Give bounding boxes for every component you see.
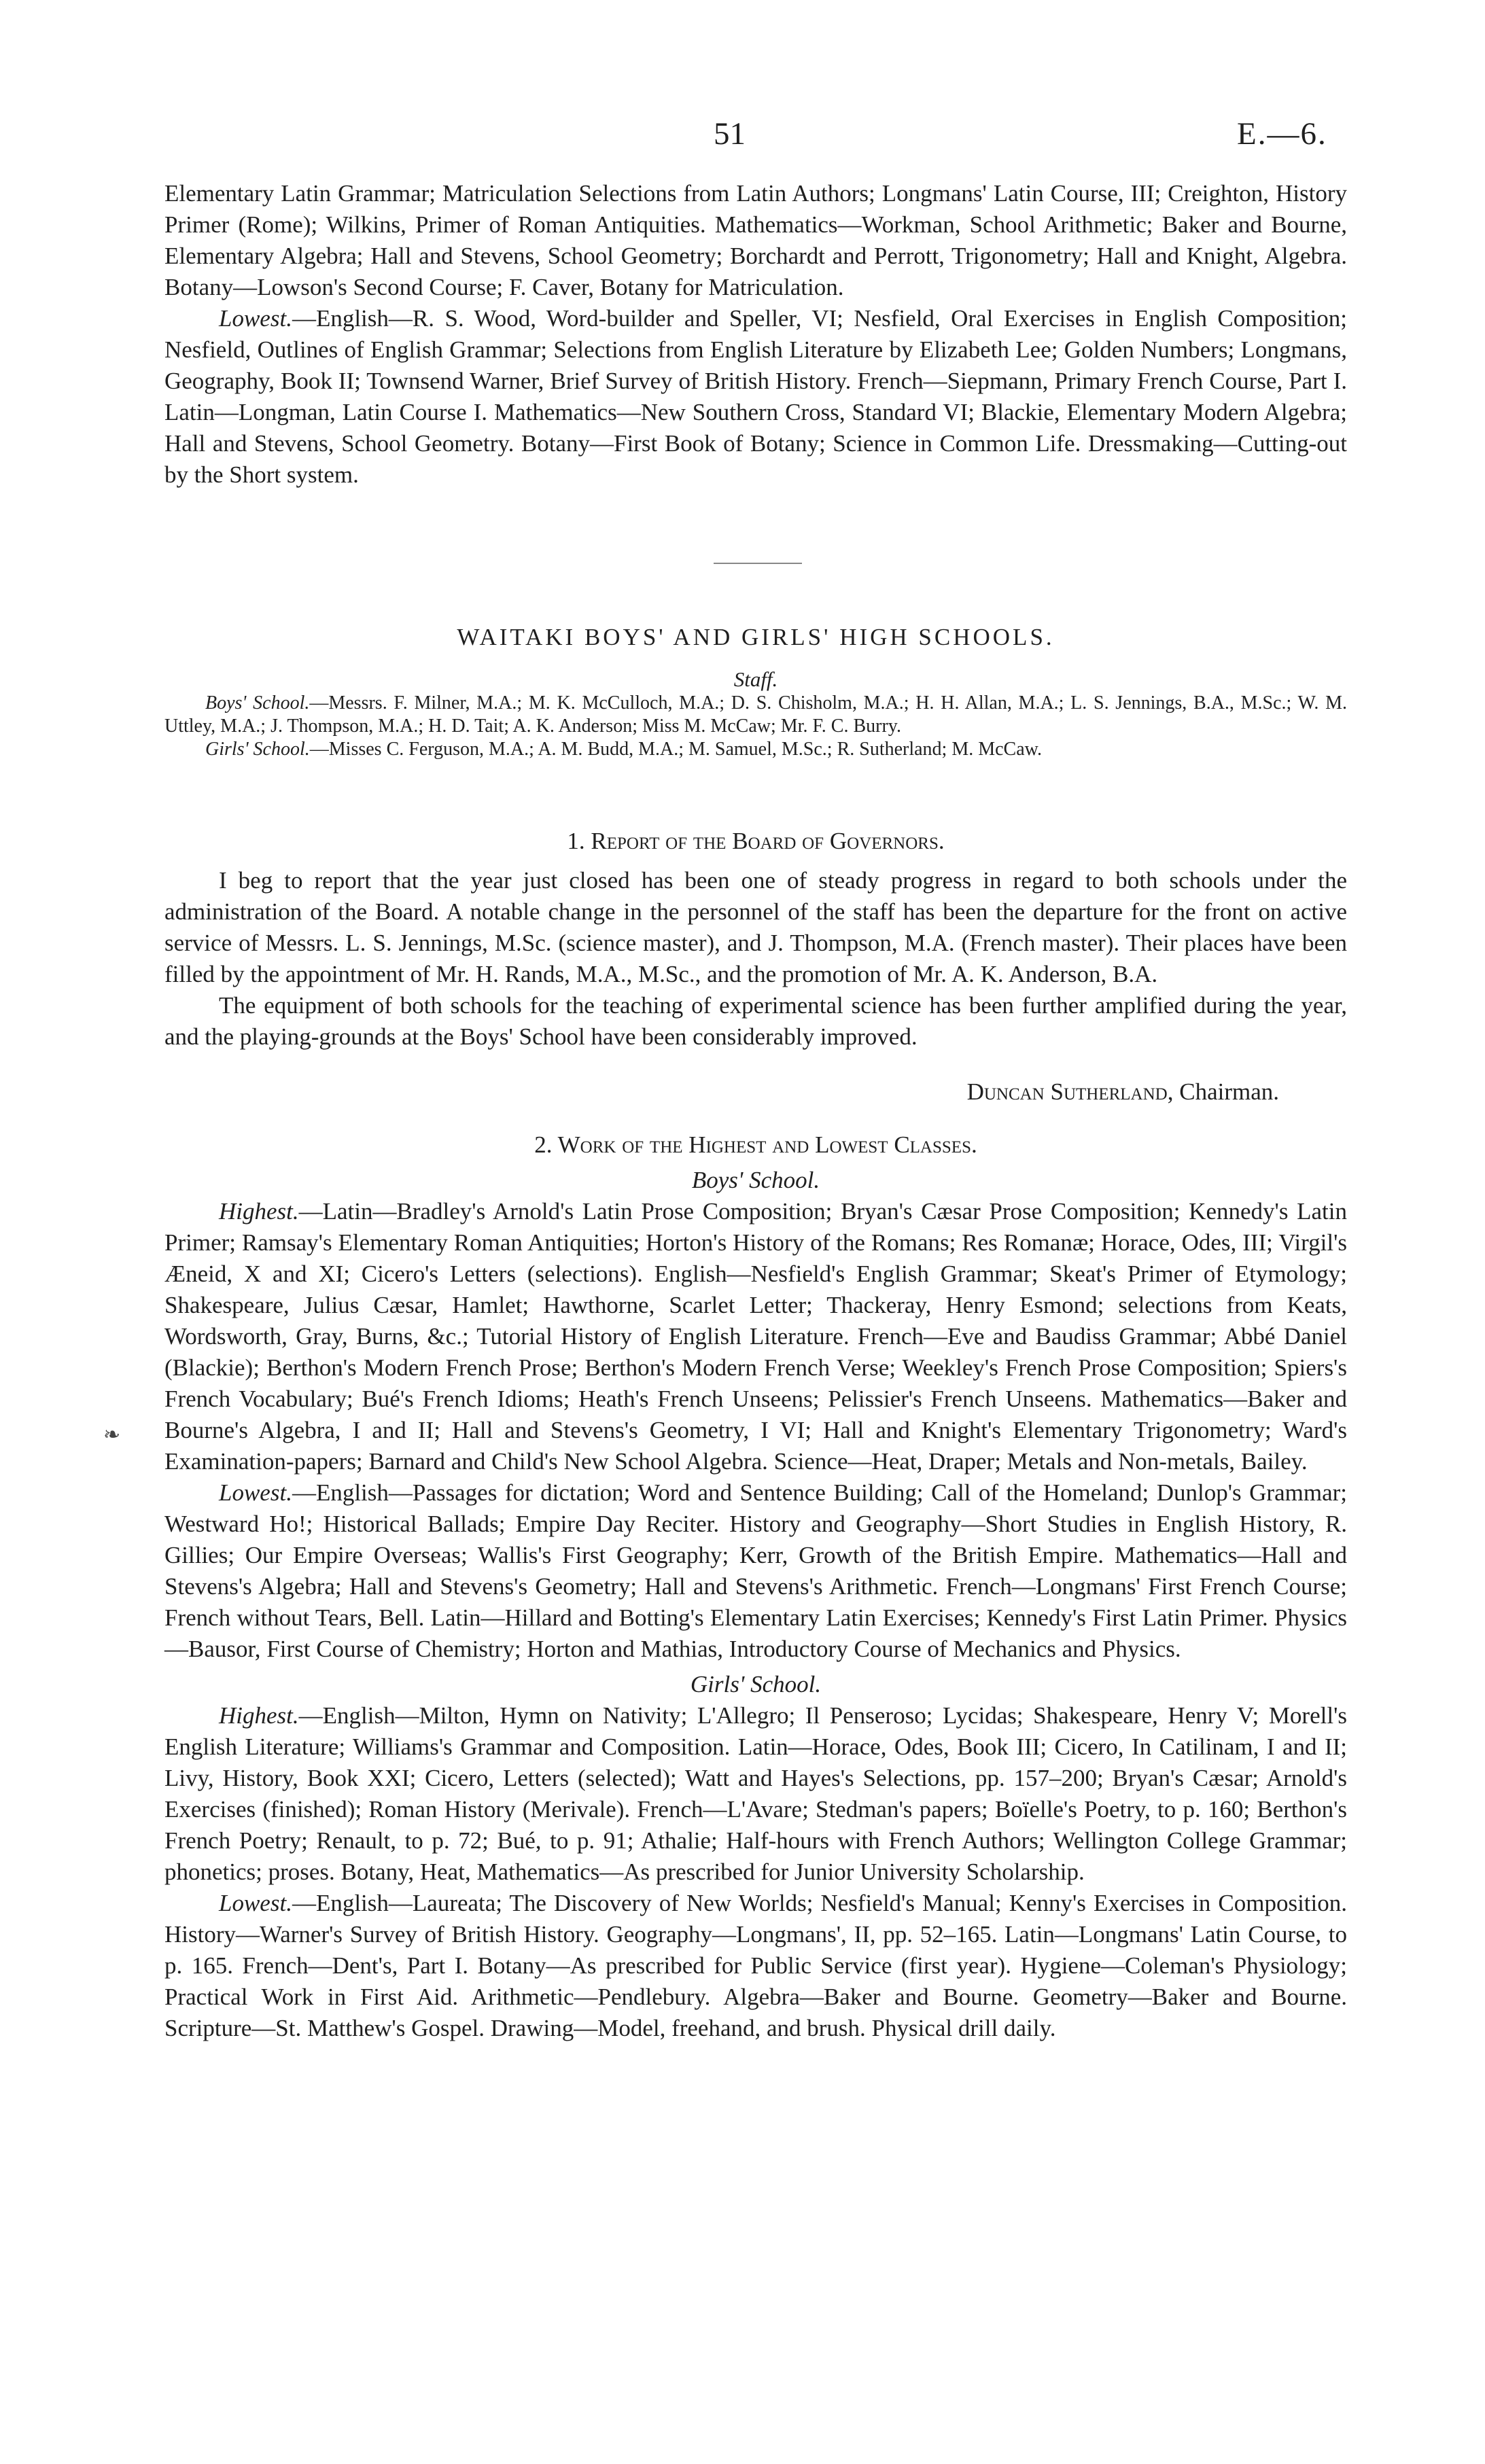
girls-highest-label: Highest.	[219, 1702, 299, 1729]
girls-school-heading: Girls' School.	[690, 1671, 822, 1697]
report-heading: 1. Report of the Board of Governors.	[567, 828, 945, 854]
girls-staff-label: Girls' School.	[205, 739, 310, 760]
boys-lowest-paragraph	[164, 1477, 1347, 1665]
top-section	[164, 178, 1347, 491]
lowest-paragraph	[164, 303, 1347, 491]
signature-title: Chairman.	[1179, 1078, 1279, 1105]
girls-lowest-paragraph	[164, 1888, 1347, 2044]
boys-school-heading: Boys' School.	[691, 1167, 820, 1193]
girls-staff	[164, 738, 1347, 761]
report-paragraph-2: The equipment of both schools for the teaching of experimental science has been further amplified during the year, and the playing-grounds at the Boys' School have been considerably improved.	[164, 992, 1347, 1050]
lowest-text: —English—R. S. Wood, Word-builder and Speller, VI; Nesfield, Oral Exercises in English Composition; Nesfield, Outlines of English Grammar; Selections from English Literature by Elizabeth Lee; Golden Numbers; Longmans, Geography, Book II; Townsend Warner, Brief Survey of British History. French—Siepmann, Primary French Course, Part I. Latin—Longman, Latin Course I. Mathematics—New Southern Cross, Standard VI; Blackie, Elementary Modern Algebra; Hall and Stevens, School Geometry. Botany—First Book of Botany; Science in Common Life. Dressmaking—Cutting-out by the Short system.	[164, 305, 1347, 488]
boys-staff-text: —Messrs. F. Milner, M.A.; M. K. McCulloch, M.A.; D. S. Chisholm, M.A.; H. H. Allan, M.A.; L. S. Jennings, B.A., M.Sc.; W. M. Uttley, M.A.; J. Thompson, M.A.; H. D. Tait; A. K. Anderson; Miss M. McCaw; Mr. F. C. Burry.	[164, 692, 1348, 737]
girls-staff-text: —Misses C. Ferguson, M.A.; A. M. Budd, M.A.; M. Samuel, M.Sc.; R. Sutherland; M. McCaw.	[309, 739, 1043, 760]
continuation-paragraph: Elementary Latin Grammar; Matriculation Selections from Latin Authors; Longmans' Latin Course, III; Creighton, History Primer (Rome); Wilkins, Primer of Roman Antiquities. Mathematics—Workman, School Arithmetic; Baker and Bourne, Elementary Algebra; Hall and Stevens, School Geometry; Borchardt and Perrott, Trigonometry; Hall and Knight, Algebra. Botany—Lowson's Second Course; F. Caver, Botany for Matriculation.	[164, 180, 1347, 300]
staff-heading: Staff.	[733, 667, 778, 691]
boys-highest-text: —Latin—Bradley's Arnold's Latin Prose Composition; Bryan's Cæsar Prose Composition; Kennedy's Latin Primer; Ramsay's Elementary Roman Antiquities; Horton's History of the Romans; Res Romanæ; Horace, Odes, III; Virgil's Æneid, X and XI; Cicero's Letters (selections). English—Nesfield's English Grammar; Skeat's Primer of Etymology; Shakespeare, Julius Cæsar, Hamlet; Hawthorne, Scarlet Letter; Thackeray, Henry Esmond; selections from Keats, Wordsworth, Gray, Burns, &c.; Tutorial History of English Literature. French—Eve and Baudiss Grammar; Abbé Daniel (Blackie); Berthon's Modern French Prose; Berthon's Modern French Verse; Weekley's French Prose Composition; Spiers's French Vocabulary; Bué's French Idioms; Heath's French Unseens; Pelissier's French Unseens. Mathematics—Baker and Bourne's Algebra, I and II; Hall and Stevens's Geometry, I VI; Hall and Knight's Elementary Trigonometry; Ward's Examination-papers; Barnard and Child's New School Algebra. Science—Heat, Draper; Metals and Non-metals, Bailey.	[164, 1198, 1347, 1475]
staff-list	[164, 692, 1347, 761]
girls-lowest-text: —English—Laureata; The Discovery of New Worlds; Nesfield's Manual; Kenny's Exercises in Composition. History—Warner's Survey of British History. Geography—Longmans', II, pp. 52–165. Latin—Longmans' Latin Course, to p. 165. French—Dent's, Part I. Botany—As prescribed for Public Service (first year). Hygiene—Coleman's Physiology; Practical Work in First Aid. Arithmetic—Pendlebury. Algebra—Baker and Bourne. Geometry—Baker and Bourne. Scripture—St. Matthew's Gospel. Drawing—Model, freehand, and brush. Physical drill daily.	[164, 1890, 1347, 2041]
report-section	[164, 826, 1347, 1131]
document-reference: E.—6.	[1237, 116, 1327, 152]
school-title: WAITAKI BOYS' AND GIRLS' HIGH SCHOOLS.	[457, 624, 1055, 650]
boys-staff	[164, 692, 1347, 738]
report-paragraph-1: I beg to report that the year just closed has been one of steady progress in regard to both schools under the administration of the Board. A notable change in the personnel of the staff has been the departure for the front on active service of Messrs. L. S. Jennings, M.Sc. (science master), and J. Thompson, M.A. (French master). Their places have been filled by the appointment of Mr. H. Rands, M.A., M.Sc., and the promotion of Mr. A. K. Anderson, B.A.	[164, 867, 1347, 987]
section-divider	[714, 563, 802, 564]
girls-highest-text: —English—Milton, Hymn on Nativity; L'Allegro; Il Penseroso; Lycidas; Shakespeare, Henry V; Morell's English Literature; Williams's Grammar and Composition. Latin—Horace, Odes, Book III; Cicero, In Catilinam, I and II; Livy, History, Book XXI; Cicero, Letters (selected); Watt and Hayes's Selections, pp. 157–200; Bryan's Cæsar; Arnold's Exercises (finished); Roman History (Merivale). French—L'Avare; Stedman's papers; Boïelle's Poetry, to p. 160; Berthon's French Poetry; Renault, to p. 72; Bué, to p. 91; Athalie; Half-hours with French Authors; Wellington College Grammar; phonetics; proses. Botany, Heat, Mathematics—As prescribed for Junior University Scholarship.	[164, 1702, 1347, 1885]
boys-highest-label: Highest.	[219, 1198, 299, 1225]
lowest-label: Lowest.	[219, 305, 292, 332]
boys-lowest-text: —English—Passages for dictation; Word and Sentence Building; Call of the Homeland; Dunlop's Grammar; Westward Ho!; Historical Ballads; Empire Day Reciter. History and Geography—Short Studies in English History, R. Gillies; Our Empire Overseas; Wallis's First Geography; Kerr, Growth of the British Empire. Mathematics—Hall and Stevens's Algebra; Hall and Stevens's Geometry; Hall and Stevens's Arithmetic. French—Longmans' First French Course; French without Tears, Bell. Latin—Hillard and Botting's Elementary Latin Exercises; Kennedy's First Latin Primer. Physics—Bausor, First Course of Chemistry; Horton and Mathias, Introductory Course of Mechanics and Physics.	[164, 1479, 1347, 1662]
page-number: 51	[714, 116, 746, 152]
girls-highest-paragraph	[164, 1700, 1347, 1888]
report-signature	[164, 1076, 1347, 1108]
boys-staff-label: Boys' School.	[205, 692, 310, 714]
girls-lowest-label: Lowest.	[219, 1890, 292, 1916]
margin-mark: ❧	[103, 1424, 121, 1446]
signature-name: Duncan Sutherland,	[966, 1078, 1174, 1105]
boys-lowest-label: Lowest.	[219, 1479, 292, 1506]
boys-highest-paragraph	[164, 1196, 1347, 1477]
work-section	[164, 1129, 1347, 2044]
work-heading: 2. Work of the Highest and Lowest Classes.	[534, 1131, 977, 1158]
